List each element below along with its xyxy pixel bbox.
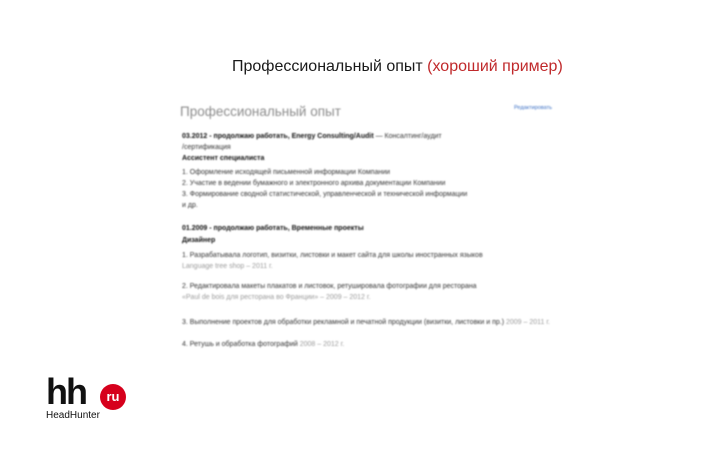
job1-company: , Energy Consulting/Audit	[287, 133, 374, 140]
job1-period: 03.2012 - продолжаю работать	[182, 133, 288, 140]
job2-item	[182, 282, 477, 291]
section-heading: Профессиональный опыт	[180, 104, 341, 119]
slide-title	[232, 58, 563, 76]
logo-ru-badge: ru	[100, 384, 126, 410]
headhunter-logo	[46, 371, 136, 426]
job2-item-text: 3. Выполнение проектов для обработки рекламной и печатной продукции (визитки, листовки и пр.)	[182, 319, 505, 326]
job1-industry-cont: /сертификация	[182, 144, 231, 151]
job1-industry: — Консалтинг/аудит	[373, 133, 442, 140]
job2-item-note: 2008 – 2012 г.	[299, 341, 345, 348]
slide-title-accent: (хороший пример)	[427, 58, 563, 75]
job1-header	[182, 132, 442, 141]
logo-hh: hh	[46, 371, 86, 412]
job2-item-note: Language tree shop – 2011 г.	[182, 263, 273, 270]
job1-position: Ассистент специалиста	[182, 155, 265, 162]
job2-item	[182, 318, 550, 327]
job2-item-note: 2009 – 2011 г.	[505, 319, 550, 326]
slide-title-main: Профессиональный опыт	[232, 58, 428, 75]
job1-duty: 2. Участие в ведении бумажного и электронного архива документации Компании	[182, 180, 446, 187]
job1-duty: и др.	[182, 202, 198, 209]
job2-item-text: 2. Редактировала макеты плакатов и листовок, ретушировала фотографии для ресторана	[182, 283, 477, 290]
job1-duty: 1. Оформление исходящей письменной информации Компании	[182, 169, 391, 176]
job2-item	[182, 340, 344, 349]
job2-position: Дизайнер	[182, 237, 216, 244]
job2-item: 1. Разрабатывала логотип, визитки, листовки и макет сайта для школы иностранных языков	[182, 252, 483, 259]
edit-link: Редактировать	[514, 105, 552, 111]
job1-duty: 3. Формирование сводной статистической, управленческой и технической информации	[182, 191, 468, 198]
logo-caption: HeadHunter	[46, 410, 100, 421]
job2-item-note: «Paul de bois для ресторана во Франции» – 2009 – 2012 г.	[182, 294, 371, 301]
job2-header	[182, 224, 364, 233]
job2-company: , Временные проекты	[287, 225, 364, 232]
job2-item-text: 4. Ретушь и обработка фотографий	[182, 341, 298, 348]
resume-example-screenshot	[168, 96, 563, 364]
job2-period: 01.2009 - продолжаю работать	[182, 225, 288, 232]
